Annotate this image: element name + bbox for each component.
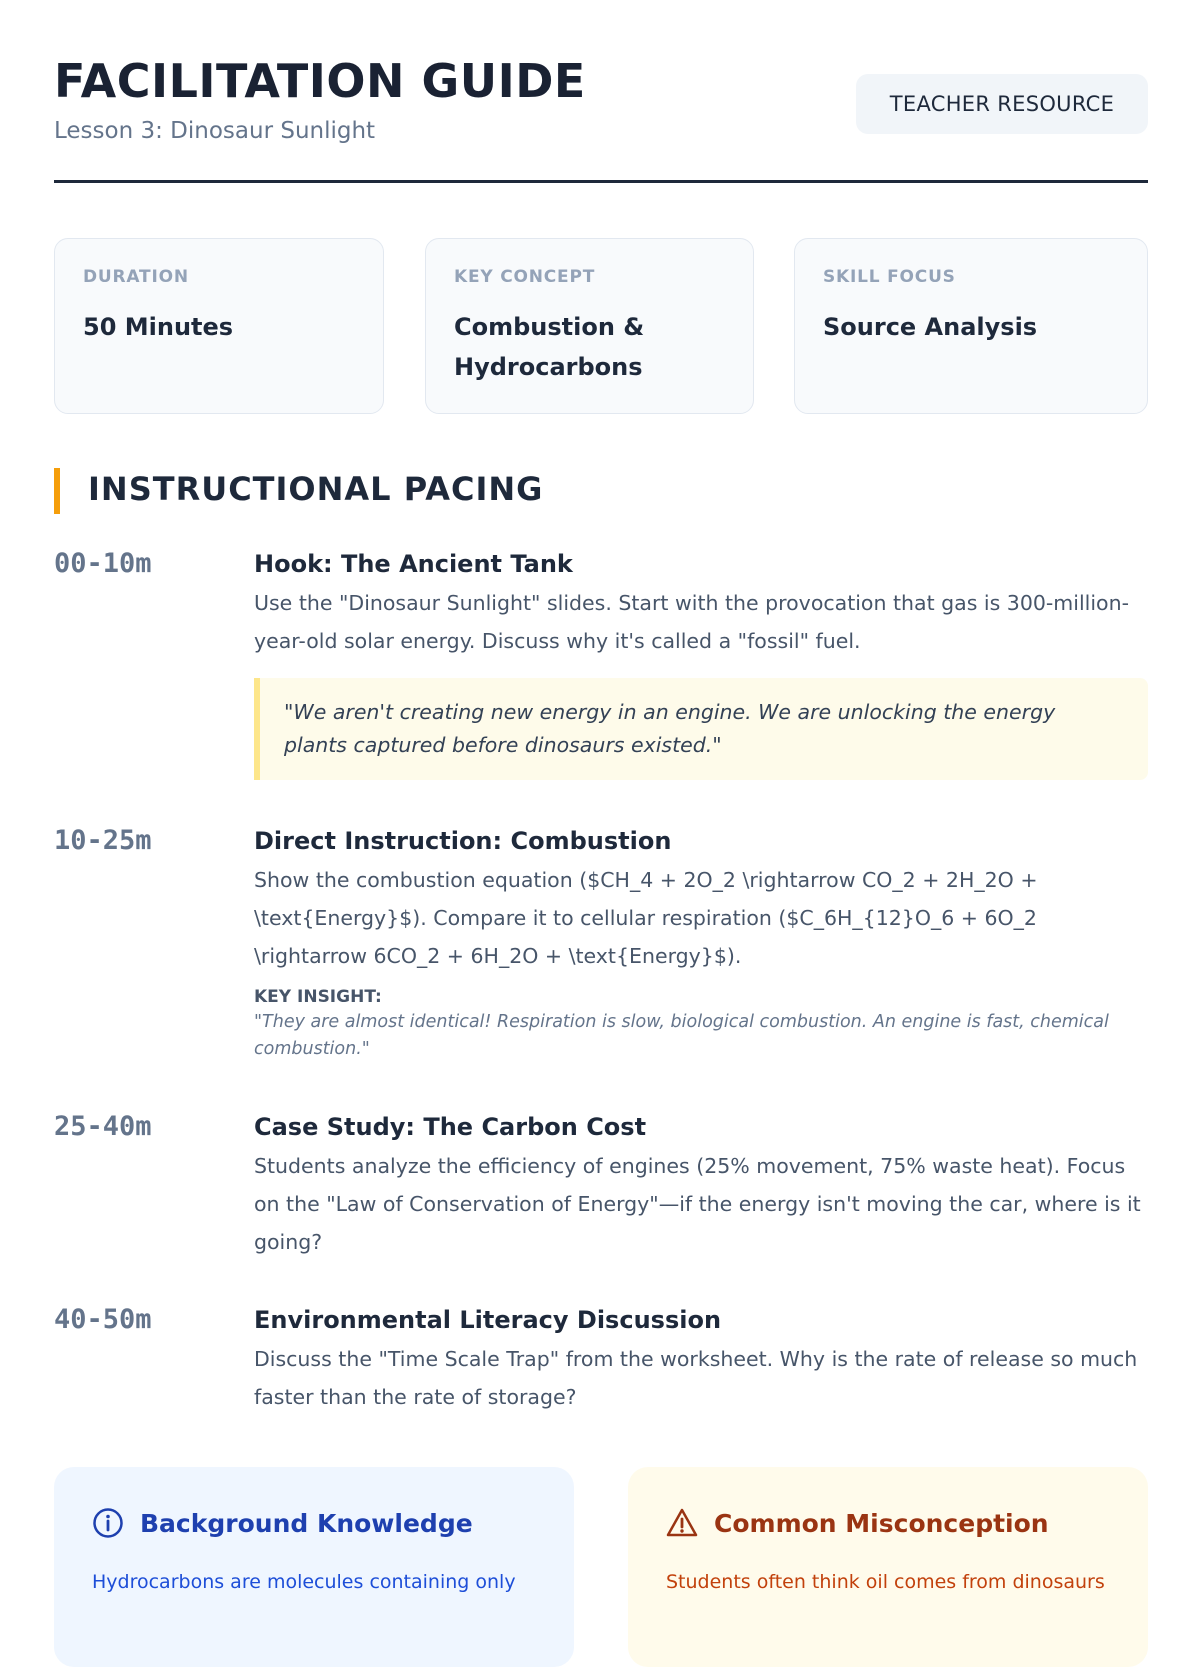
page-title: FACILITATION GUIDE [54,54,586,108]
step-description: Students analyze the efficiency of engines (25% movement, 75% waste heat). Focus on the "Law of Conservation of Energy"—if the energy isn't moving the car, where is it going? [254,1154,1141,1254]
section-accent-bar [54,468,60,514]
step-title: Environmental Literacy Discussion [254,1306,722,1334]
step-quote: "We aren't creating new energy in an engine. We are unlocking the energy plants captured before dinosaurs existed." [254,678,1148,780]
step-time: 10-25m [54,825,152,856]
warning-icon [666,1507,698,1539]
step-description: Discuss the "Time Scale Trap" from the worksheet. Why is the rate of release so much faster than the rate of storage? [254,1347,1138,1409]
step-description: Use the "Dinosaur Sunlight" slides. Start with the provocation that gas is 300-million-year-old solar energy. Discuss why it's called a "fossil" fuel. [254,591,1129,653]
info-icon [92,1507,124,1539]
skill-focus-label: SKILL FOCUS [823,267,956,287]
step-content [254,825,1148,1063]
header-divider [54,180,1148,183]
key-insight-text: "They are almost identical! Respiration is slow, biological combustion. An engine is fast, chemical combustion." [254,1012,1109,1059]
key-insight-label: KEY INSIGHT: [254,987,382,1007]
step-title: Direct Instruction: Combustion [254,827,672,855]
pacing-section-title: INSTRUCTIONAL PACING [88,470,544,508]
step-time: 40-50m [54,1304,152,1335]
callout-title: Common Misconception [714,1508,1049,1538]
callout-heading [666,1507,1110,1539]
background-knowledge-callout [54,1467,574,1667]
step-content [254,1111,1148,1261]
skill-focus-value: Source Analysis [823,313,1038,341]
teacher-resource-badge: TEACHER RESOURCE [856,74,1148,134]
skill-focus-card [794,238,1148,414]
duration-card [54,238,384,414]
duration-label: DURATION [83,267,189,287]
key-concept-card [425,238,754,414]
step-time: 00-10m [54,548,152,579]
key-concept-value: Combustion & Hydrocarbons [454,313,645,381]
step-time: 25-40m [54,1111,152,1142]
step-description: Show the combustion equation ($CH_4 + 2O_2 \rightarrow CO_2 + 2H_2O + \text{Energy}$). Compare it to cellular respiration ($C_6H_{12}O_6 + 6O_2 \rightarrow 6CO_2 + 6H_2O + \text{Energy}$). [254,868,1038,968]
callout-text: Students often think oil comes from dinosaurs [666,1571,1105,1593]
step-title: Case Study: The Carbon Cost [254,1113,647,1141]
step-title: Hook: The Ancient Tank [254,550,573,578]
key-concept-label: KEY CONCEPT [454,267,596,287]
callout-heading [92,1507,536,1539]
callout-text: Hydrocarbons are molecules containing only [92,1571,516,1593]
step-content [254,548,1148,780]
step-content [254,1304,1148,1416]
lesson-subtitle: Lesson 3: Dinosaur Sunlight [54,118,376,144]
common-misconception-callout [628,1467,1148,1667]
callout-title: Background Knowledge [140,1508,473,1538]
duration-value: 50 Minutes [83,313,234,341]
